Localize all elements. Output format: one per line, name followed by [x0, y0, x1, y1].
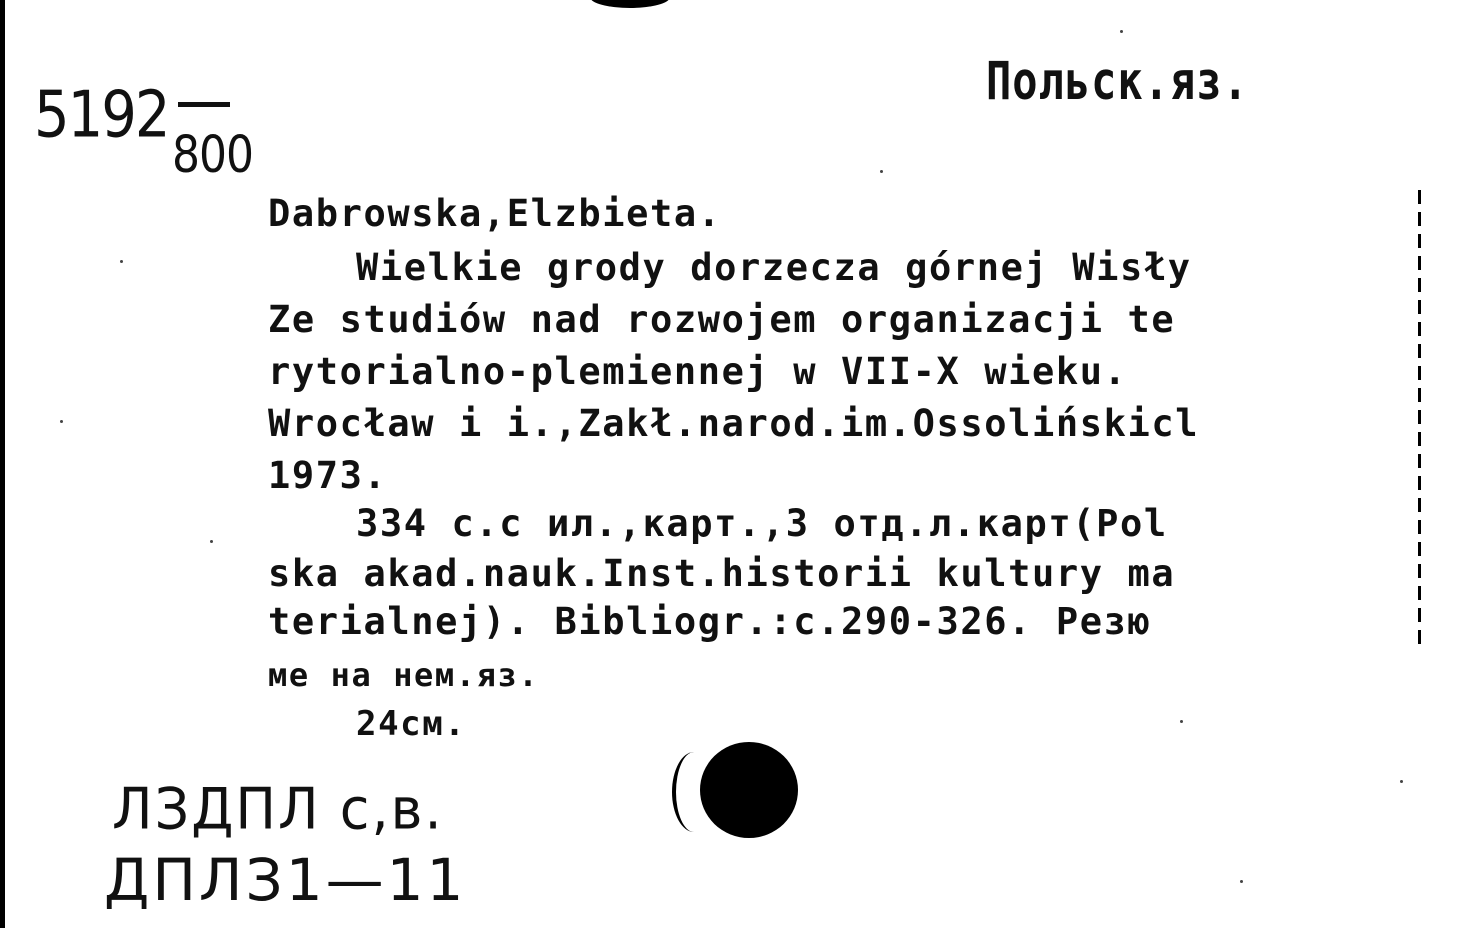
title-line: Wielkie grody dorzecza górnej Wisły — [356, 246, 1192, 289]
call-number: 5192 — [34, 78, 169, 153]
dust-speck — [120, 260, 123, 263]
dust-speck — [60, 420, 63, 423]
collation-line: 334 c.c ил.,карт.,3 отд.л.карт(Pol — [356, 502, 1168, 545]
author-line: Dabrowska,Elzbieta. — [268, 192, 722, 235]
dust-speck — [1400, 780, 1403, 783]
dust-speck — [880, 170, 883, 173]
call-number-denominator: 800 — [172, 126, 253, 185]
shelf-mark: ДПЛЗ1—11 — [104, 846, 467, 914]
imprint-year: 1973. — [268, 454, 388, 497]
notes-line: ме на нем.яз. — [268, 656, 540, 694]
dust-speck — [1180, 720, 1183, 723]
language-heading: Польск.яз. — [986, 50, 1249, 112]
punch-hole-mark — [590, 0, 670, 8]
call-number-fraction-bar — [178, 102, 230, 107]
library-stamp — [700, 742, 798, 838]
notes-line: terialnej). Bibliogr.:c.290-326. Резю — [268, 600, 1152, 643]
shelf-mark: ЛЗДПЛ с,в. — [112, 776, 444, 843]
dust-speck — [1120, 30, 1123, 33]
dust-speck — [1240, 880, 1243, 883]
title-line: rytorialno-plemiennej w VII-X wieku. — [268, 350, 1128, 393]
title-line: Ze studiów nad rozwojem organizacji te — [268, 298, 1176, 341]
card-edge — [0, 0, 5, 928]
dust-speck — [210, 540, 213, 543]
card-right-rule — [1418, 190, 1421, 650]
size-line: 24см. — [356, 704, 467, 744]
imprint-line: Wrocław i i.,Zakł.narod.im.Ossolińskicl — [268, 402, 1200, 445]
series-line: ska akad.nauk.Inst.historii kultury ma — [268, 552, 1176, 595]
